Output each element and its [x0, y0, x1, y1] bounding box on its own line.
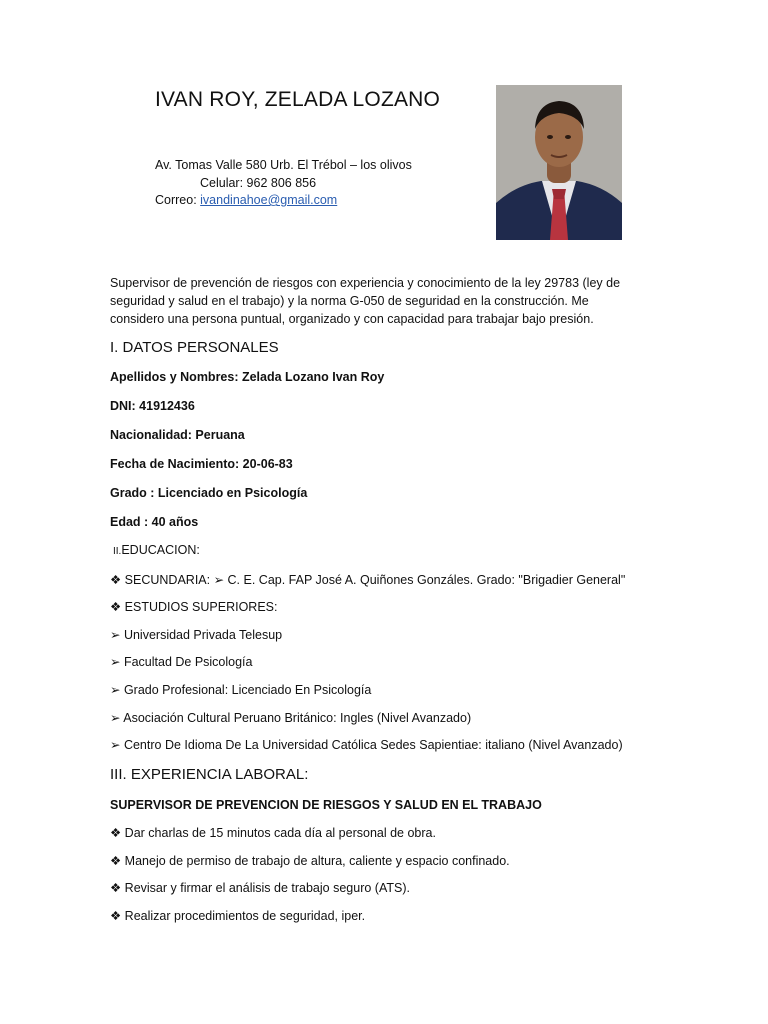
- education-item: ➢ Universidad Privada Telesup: [110, 628, 283, 642]
- datos-item: Apellidos y Nombres: Zelada Lozano Ivan Roy: [110, 370, 385, 384]
- summary-line: considero una persona puntual, organizado y con capacidad para trabajar bajo presión.: [110, 312, 594, 326]
- section-number: II.: [113, 546, 122, 557]
- datos-item: DNI: 41912436: [110, 399, 195, 413]
- email-label: Correo:: [155, 193, 201, 207]
- experience-item: ❖ Dar charlas de 15 minutos cada día al personal de obra.: [110, 826, 436, 840]
- education-item: ➢ Centro De Idioma De La Universidad Católica Sedes Sapientiae: italiano (Nivel Avanzado): [110, 738, 623, 752]
- section-experiencia-title: III. EXPERIENCIA LABORAL:: [110, 766, 309, 783]
- person-photo-icon: [496, 85, 622, 240]
- experience-item: ❖ Realizar procedimientos de seguridad, iper.: [110, 909, 366, 923]
- summary-line: seguridad y salud en el trabajo) y la norma G-050 de seguridad en la construcción. Me: [110, 294, 589, 308]
- education-item: ➢ Grado Profesional: Licenciado En Psicología: [110, 683, 372, 697]
- datos-item: Nacionalidad: Peruana: [110, 428, 245, 442]
- address: Av. Tomas Valle 580 Urb. El Trébol – los olivos: [155, 158, 412, 172]
- education-item: ➢ Asociación Cultural Peruano Británico: Ingles (Nivel Avanzado): [110, 711, 472, 725]
- education-item: ➢ Facultad De Psicología: [110, 655, 253, 669]
- email-link[interactable]: ivandinahoe@gmail.com: [200, 193, 338, 207]
- experience-item: ❖ Manejo de permiso de trabajo de altura, caliente y espacio confinado.: [110, 854, 510, 868]
- phone: Celular: 962 806 856: [200, 176, 317, 190]
- summary-line: Supervisor de prevención de riesgos con experiencia y conocimiento de la ley 29783 (ley de: [110, 276, 621, 290]
- cv-name: IVAN ROY, ZELADA LOZANO: [155, 88, 441, 111]
- datos-item: Fecha de Nacimiento: 20-06-83: [110, 457, 293, 471]
- datos-item: Edad : 40 años: [110, 515, 199, 529]
- experience-item: ❖ Revisar y firmar el análisis de trabajo seguro (ATS).: [110, 881, 410, 895]
- section-educacion-title: [113, 543, 200, 557]
- datos-item: Grado : Licenciado en Psicología: [110, 486, 308, 500]
- section-datos-title: I. DATOS PERSONALES: [110, 339, 279, 356]
- education-item: ❖ SECUNDARIA: ➢ C. E. Cap. FAP José A. Quiñones Gonzáles. Grado: "Brigadier General": [110, 573, 626, 587]
- email-line: [155, 193, 337, 207]
- profile-photo: [496, 85, 622, 240]
- section-label: EDUCACION:: [121, 543, 200, 557]
- summary: [110, 274, 650, 328]
- experience-role: SUPERVISOR DE PREVENCION DE RIESGOS Y SALUD EN EL TRABAJO: [110, 798, 542, 812]
- education-item: ❖ ESTUDIOS SUPERIORES:: [110, 600, 278, 614]
